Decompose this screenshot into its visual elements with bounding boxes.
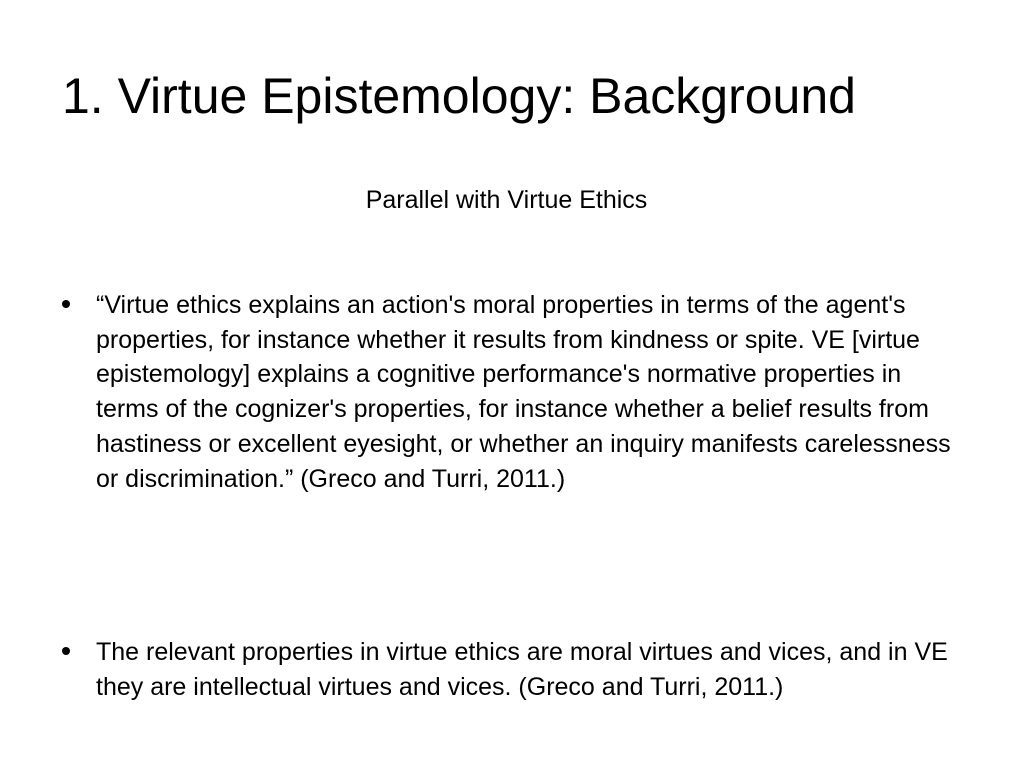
slide-subtitle: Parallel with Virtue Ethics: [365, 186, 648, 214]
bullet-text: The relevant properties in virtue ethics are moral virtues and vices, and in VE they are intellectual virtues and vices. (Greco and Turri, 2011.): [96, 638, 948, 701]
bullet-text: “Virtue ethics explains an action's moral properties in terms of the agent's properties, for instance whether it results from kindness or spite. VE [virtue epistemology] explains a cognitive performance's normative properties in terms of the cognizer's properties, for instance whether a belief results from hastiness or excellent eyesight, or whether an inquiry manifests carelessness or discrimination.” (Greco and Turri, 2011.): [96, 291, 951, 493]
bullet-dot-icon: [62, 647, 70, 655]
bullet-dot-icon: [62, 300, 70, 308]
slide-title: 1. Virtue Epistemology: Background: [62, 68, 856, 124]
